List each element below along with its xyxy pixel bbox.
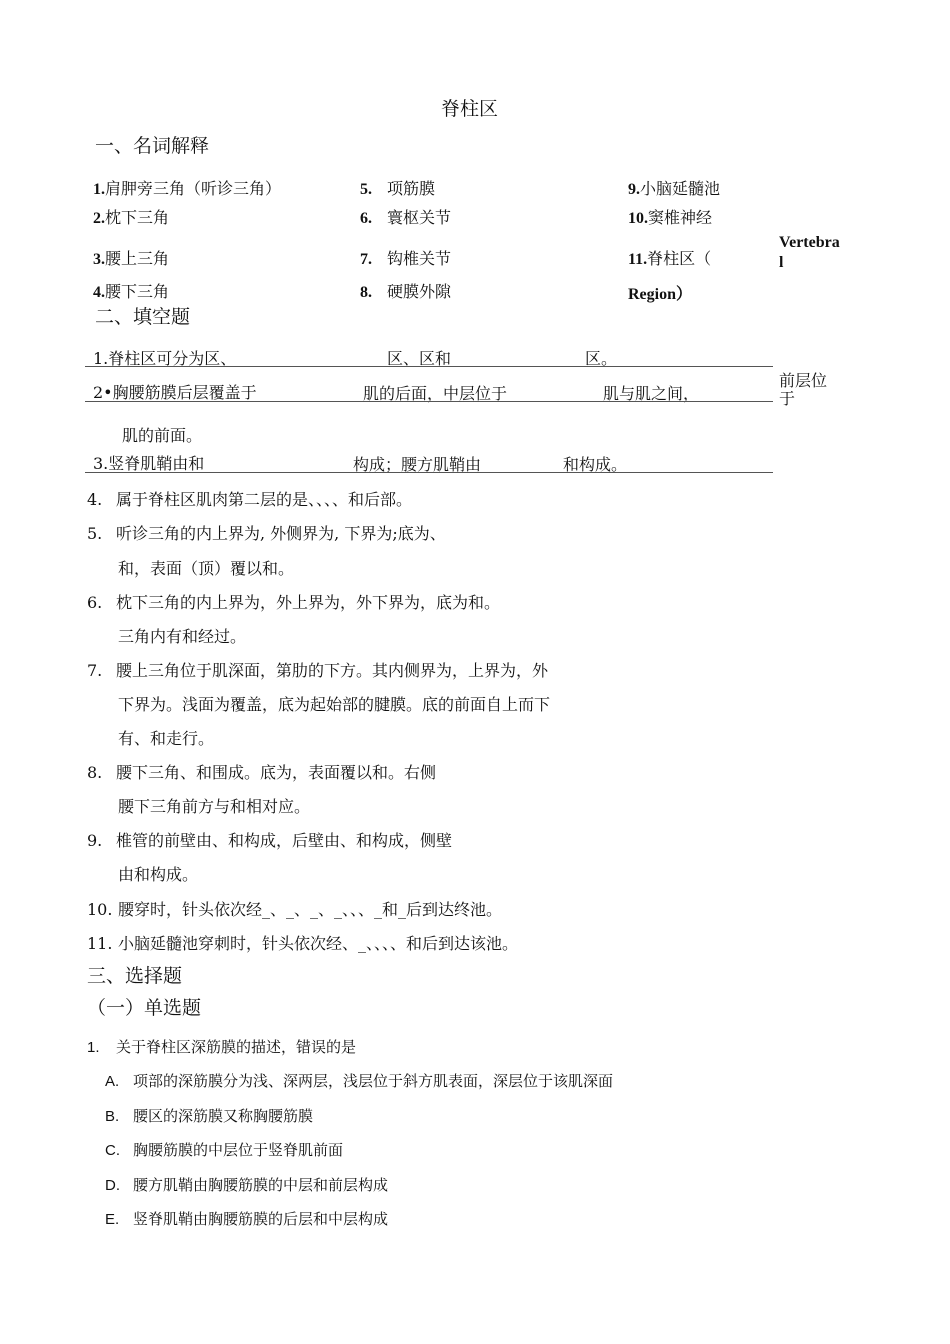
- fill-question-line: 和，表面（顶）覆以和。: [118, 559, 295, 578]
- side-text-vertebral-cut: l: [779, 254, 784, 271]
- fill-question: 9. 椎管的前壁由、和构成，后壁由、和构成，侧壁: [87, 831, 453, 850]
- fill-q2-part-b: 肌的后面，中层位于: [363, 384, 508, 403]
- term-item: 3.腰上三角: [93, 249, 170, 268]
- fill-question: 4. 属于脊柱区肌肉第二层的是、、、、和后部。: [87, 490, 413, 509]
- term-item: 7. 钩椎关节: [360, 249, 452, 268]
- term-item: 2.枕下三角: [93, 208, 170, 227]
- fill-q1-part-a: 1.脊柱区可分为区、: [93, 349, 237, 368]
- fill-question: 10. 腰穿时，针头依次经_、_、_、_、、、_和_后到达终池。: [87, 900, 503, 919]
- fill-q2-part-d: 肌的前面。: [122, 426, 203, 445]
- sub-heading-single-choice: （一）单选题: [87, 997, 202, 1019]
- side-text-qianceng: 前层位: [779, 371, 828, 390]
- fill-question: 6. 枕下三角的内上界为，外上界为，外下界为，底为和。: [87, 593, 501, 612]
- choice-option-b: B. 腰区的深筋膜又称胸腰筋膜: [105, 1107, 314, 1125]
- fill-question-line: 腰下三角前方与和相对应。: [118, 797, 311, 816]
- fill-q3-part-c: 和构成。: [563, 455, 628, 474]
- choice-option-e: E. 竖脊肌鞘由胸腰筋膜的后层和中层构成: [105, 1210, 389, 1228]
- fill-question-line: 下界为。浅面为覆盖，底为起始部的腱膜。底的前面自上而下: [118, 695, 551, 714]
- choice-option-c: C. 胸腰筋膜的中层位于竖脊肌前面: [105, 1141, 344, 1159]
- fill-question: 5. 听诊三角的内上界为, 外侧界为, 下界为;底为、: [87, 524, 446, 543]
- fill-question-line: 有、和走行。: [118, 729, 215, 748]
- fill-q3-part-b: 构成；腰方肌鞘由: [353, 455, 482, 474]
- table-rule: [85, 401, 773, 402]
- fill-q3-part-a: 3.竖脊肌鞘由和: [93, 454, 205, 473]
- section-heading-2: 二、填空题: [95, 306, 191, 328]
- term-item-continued: Region）: [628, 286, 693, 303]
- term-item: 9.小脑延髓池: [628, 179, 721, 198]
- fill-question: 11. 小脑延髓池穿刺时，针头依次经、_、、、、和后到达该池。: [87, 934, 519, 953]
- page-title: 脊柱区: [441, 98, 499, 120]
- fill-question: 7. 腰上三角位于肌深面，第肋的下方。其内侧界为，上界为，外: [87, 661, 549, 680]
- term-item: 10.窦椎神经: [628, 208, 713, 227]
- fill-q2-part-a: 2•胸腰筋膜后层覆盖于: [93, 383, 257, 402]
- side-text-vertebral: Vertebra: [779, 234, 840, 251]
- term-item: 5. 项筋膜: [360, 179, 436, 198]
- term-item: 4.腰下三角: [93, 282, 170, 301]
- fill-question-line: 由和构成。: [118, 865, 199, 884]
- fill-q1-part-b: 区、区和: [387, 349, 452, 368]
- choice-question: 1. 关于脊柱区深筋膜的描述，错误的是: [87, 1038, 357, 1056]
- side-text-yu-cut: 于: [779, 389, 796, 408]
- table-rule: [85, 366, 773, 367]
- term-item: 11.脊柱区（: [628, 249, 712, 268]
- choice-option-d: D. 腰方肌鞘由胸腰筋膜的中层和前层构成: [105, 1176, 389, 1194]
- fill-question-line: 三角内有和经过。: [118, 627, 247, 646]
- fill-q1-part-c: 区。: [585, 349, 618, 368]
- term-item: 8. 硬膜外隙: [360, 282, 452, 301]
- fill-question: 8. 腰下三角、和围成。底为，表面覆以和。右侧: [87, 763, 437, 782]
- table-rule: [85, 472, 773, 473]
- choice-option-a: A. 项部的深筋膜分为浅、深两层，浅层位于斜方肌表面，深层位于该肌深面: [105, 1072, 614, 1090]
- term-item: 6. 寰枢关节: [360, 208, 452, 227]
- term-item: 1.肩胛旁三角（听诊三角）: [93, 179, 282, 198]
- fill-q2-part-c: 肌与肌之间，: [603, 384, 700, 403]
- section-heading-1: 一、名词解释: [95, 135, 210, 157]
- section-heading-3: 三、选择题: [87, 965, 183, 987]
